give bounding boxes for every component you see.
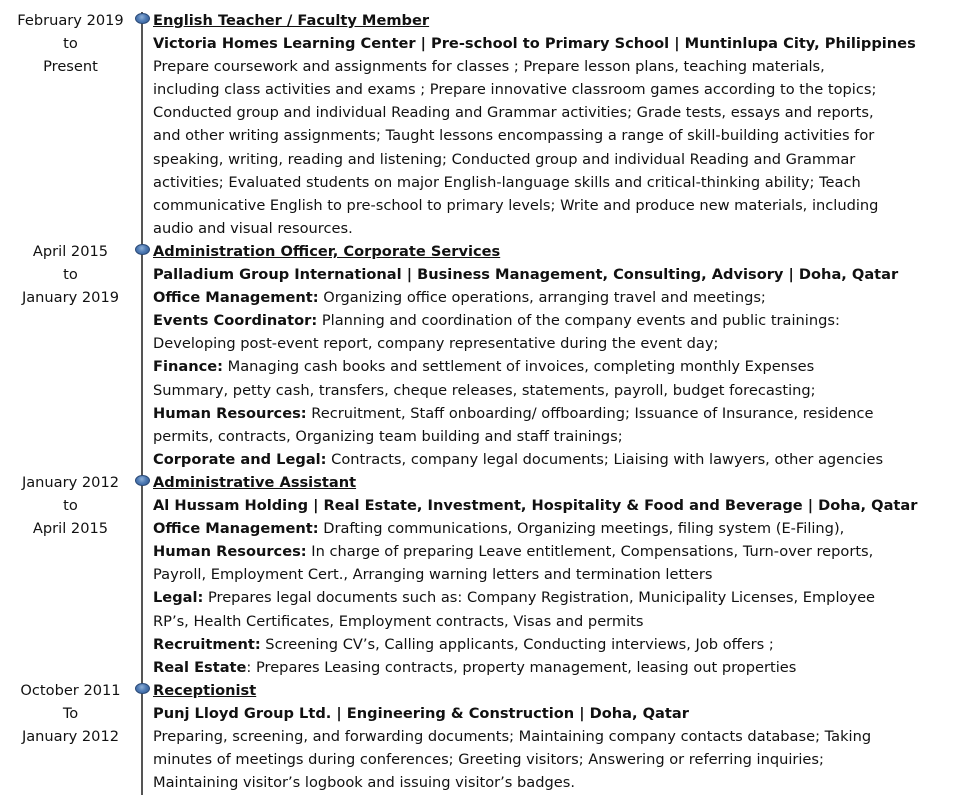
description-line	[153, 148, 943, 171]
line-label: Office Management:	[153, 289, 319, 307]
line-text: speaking, writing, reading and listening; Conducted group and individual Reading and Grammar	[153, 150, 856, 168]
line-text: Contracts, company legal documents; Liaising with lawyers, other agencies	[326, 450, 884, 468]
line-label: Corporate and Legal:	[153, 450, 327, 468]
line-label: Human Resources:	[153, 543, 307, 561]
date-range	[8, 240, 133, 309]
company-line: Al Hussam Holding | Real Estate, Investment, Hospitality & Food and Beverage | Doha, Qatar	[153, 497, 918, 515]
timeline-bullet	[135, 13, 150, 24]
line-text: Planning and coordination of the company events and public trainings:	[317, 312, 840, 330]
description-line	[153, 286, 943, 309]
job-title: Receptionist	[153, 682, 257, 699]
line-text: Maintaining visitor’s logbook and issuing visitor’s badges.	[153, 774, 576, 792]
line-text: Recruitment, Staff onboarding/ offboarding; Issuance of Insurance, residence	[306, 404, 874, 422]
line-label: Real Estate	[153, 658, 247, 676]
date-end: Present	[43, 58, 98, 76]
date-range	[8, 9, 133, 78]
timeline-bullet	[135, 244, 150, 255]
line-label: Human Resources:	[153, 404, 307, 422]
description-line	[153, 563, 943, 586]
job-title: Administrative Assistant	[153, 474, 357, 491]
date-start: April 2015	[32, 243, 109, 260]
line-text: audio and visual resources.	[153, 219, 353, 237]
line-text: Screening CV’s, Calling applicants, Conducting interviews, Job offers ;	[260, 635, 774, 653]
line-text: and other writing assignments; Taught lessons encompassing a range of skill-building activities for	[153, 127, 875, 145]
line-label: Events Coordinator:	[153, 312, 318, 330]
description-line	[153, 78, 943, 101]
company-line: Palladium Group International | Business Management, Consulting, Advisory | Doha, Qatar	[153, 266, 899, 284]
description-line	[153, 332, 943, 355]
entry-content	[153, 679, 943, 794]
job-title: Administration Officer, Corporate Services	[153, 243, 501, 260]
line-text: including class activities and exams ; Prepare innovative classroom games according to the topics;	[153, 81, 877, 99]
timeline-bullet	[135, 475, 150, 486]
description-line	[153, 171, 943, 194]
date-separator: To	[62, 705, 79, 723]
description-line	[153, 55, 943, 78]
line-text: : Prepares Leasing contracts, property management, leasing out properties	[246, 658, 797, 676]
entry-content	[153, 471, 943, 679]
date-start: February 2019	[17, 12, 124, 29]
line-text: minutes of meetings during conferences; Greeting visitors; Answering or referring inquiries;	[153, 751, 824, 769]
description-line	[153, 725, 943, 748]
date-range	[8, 679, 133, 748]
description-line	[153, 379, 943, 402]
date-separator: to	[63, 266, 78, 284]
job-title: English Teacher / Faculty Member	[153, 12, 430, 29]
line-text: Developing post-event report, company representative during the event day;	[153, 335, 719, 353]
description-line	[153, 540, 943, 563]
date-end: April 2015	[32, 520, 109, 538]
description-line	[153, 771, 943, 794]
line-label: Recruitment:	[153, 635, 261, 653]
description-line	[153, 101, 943, 124]
line-text: Organizing office operations, arranging travel and meetings;	[318, 289, 766, 307]
description-line	[153, 124, 943, 147]
line-text: Prepare coursework and assignments for classes ; Prepare lesson plans, teaching materials,	[153, 58, 825, 76]
line-label: Finance:	[153, 358, 223, 376]
date-separator: to	[63, 35, 78, 53]
entry-content	[153, 9, 943, 240]
description-line	[153, 517, 943, 540]
description-line	[153, 194, 943, 217]
line-text: Drafting communications, Organizing meetings, filing system (E-Filing),	[318, 520, 845, 538]
description-line	[153, 656, 943, 679]
description-line	[153, 610, 943, 633]
timeline-line	[141, 12, 143, 795]
description-line	[153, 217, 943, 240]
line-text: permits, contracts, Organizing team building and staff trainings;	[153, 427, 623, 445]
line-text: communicative English to pre-school to primary levels; Write and produce new materials, including	[153, 196, 879, 214]
description-line	[153, 309, 943, 332]
entry-content	[153, 240, 943, 471]
date-range	[8, 471, 133, 540]
line-text: Managing cash books and settlement of invoices, completing monthly Expenses	[222, 358, 815, 376]
description-line	[153, 402, 943, 425]
description-line	[153, 425, 943, 448]
company-line: Victoria Homes Learning Center | Pre-school to Primary School | Muntinlupa City, Philippines	[153, 35, 916, 53]
description-line	[153, 748, 943, 771]
line-text: Conducted group and individual Reading and Grammar activities; Grade tests, essays and reports,	[153, 104, 874, 122]
line-text: activities; Evaluated students on major English-language skills and critical-thinking ability; Teach	[153, 173, 861, 191]
date-end: January 2019	[21, 289, 120, 307]
line-text: Preparing, screening, and forwarding documents; Maintaining company contacts database; Taking	[153, 728, 872, 746]
line-text: In charge of preparing Leave entitlement, Compensations, Turn-over reports,	[306, 543, 874, 561]
line-text: Prepares legal documents such as: Company Registration, Municipality Licenses, Employee	[203, 589, 876, 607]
line-label: Legal:	[153, 589, 204, 607]
description-line	[153, 448, 943, 471]
line-text: Payroll, Employment Cert., Arranging warning letters and termination letters	[153, 566, 713, 584]
date-start: January 2012	[21, 474, 120, 491]
timeline-bullet	[135, 683, 150, 694]
description-line	[153, 633, 943, 656]
date-start: October 2011	[20, 682, 121, 699]
date-separator: to	[63, 497, 78, 515]
line-text: Summary, petty cash, transfers, cheque releases, statements, payroll, budget forecasting;	[153, 381, 816, 399]
line-text: RP’s, Health Certificates, Employment contracts, Visas and permits	[153, 612, 644, 630]
line-label: Office Management:	[153, 520, 319, 538]
description-line	[153, 586, 943, 609]
date-end: January 2012	[21, 728, 120, 746]
company-line: Punj Lloyd Group Ltd. | Engineering & Construction | Doha, Qatar	[153, 705, 689, 723]
description-line	[153, 355, 943, 378]
